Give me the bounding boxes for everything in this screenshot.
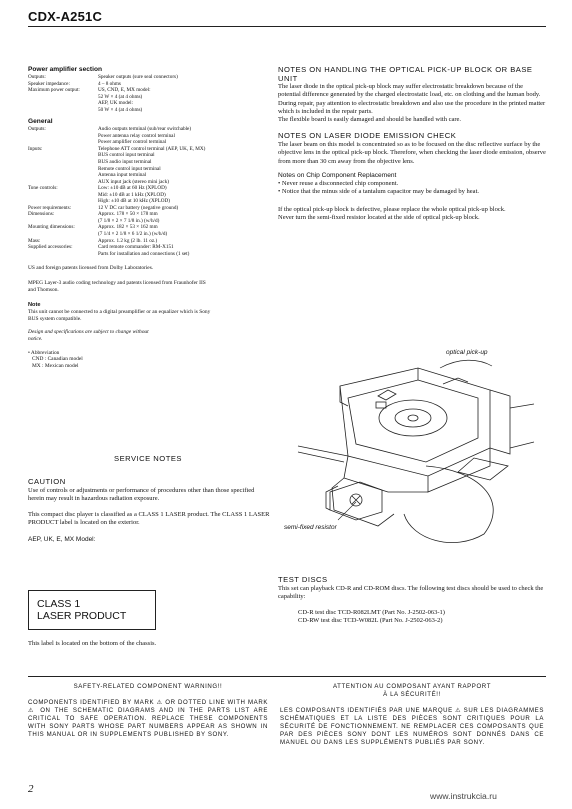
abbrev-mx: MX : Mexican model [32, 363, 79, 370]
spec-value: 4 – 8 ohms [98, 80, 121, 87]
power-amp-table [28, 74, 178, 113]
page-number: 2 [28, 783, 34, 795]
spec-value: High: ±10 dB at 10 kHz (XPLOD) [98, 198, 171, 205]
safety-text: COMPONENTS IDENTIFIED BY MARK ⚠ OR DOTTED LINE WITH MARK ⚠ ON THE SCHEMATIC DIAGRAMS AND IN THE PARTS LIST ARE CRITICAL TO SAFE OPERATION. REPLACE THESE COMPONENTS WITH SONY PARTS WHOSE PART NUMBERS APPEAR AS SHOWN IN THIS MANUAL OR IN SUPPLEMENTS PUBLISHED BY SONY. [28, 699, 268, 738]
note-title: Note [28, 301, 41, 308]
spec-value: Power amplifier control terminal [98, 139, 167, 146]
spec-key: Outputs: [28, 126, 46, 133]
spec-key: Supplied accessories: [28, 244, 73, 251]
design-note: Design and specifications are subject to change without notice. [28, 328, 149, 342]
safety-title: SAFETY-RELATED COMPONENT WARNING!! [73, 683, 223, 690]
model-line: AEP, UK, E, MX Model: [28, 535, 96, 543]
spec-key: Tone controls: [28, 185, 58, 192]
spec-key: Outputs: [28, 74, 46, 80]
notes-right [278, 66, 546, 222]
optical-p2: The flexible board is easily damaged and should be handled with care. [278, 116, 462, 124]
class1-label-line1: CLASS 1 [37, 598, 81, 610]
chip-item-1: • Never reuse a disconnected chip component. [278, 180, 399, 188]
class1-label [28, 590, 156, 630]
spec-value: Telephone ATT control terminal (AEP, UK, E, MX) [98, 145, 206, 152]
service-notes-title: SERVICE NOTES [114, 454, 182, 463]
spec-value: Speaker outputs (sure seal connectors) [98, 74, 178, 80]
class1-label-line2: LASER PRODUCT [37, 610, 127, 622]
spec-value: AEP, UK model: [98, 100, 134, 107]
test-discs-title: TEST DISCS [278, 575, 328, 584]
test-discs [278, 576, 546, 626]
pickup-figure [278, 338, 546, 548]
spec-value: Card remote commander: RM-X151 [98, 244, 174, 251]
attention-title-1: ATTENTION AU COMPOSANT AYANT RAPPORT [332, 683, 492, 690]
spec-value: US, CND, E, MX model: [98, 87, 151, 94]
abbrev-title: • Abbreviation [28, 349, 60, 356]
spec-value: Approx. 1.2 kg (2 lb. 11 oz.) [98, 237, 158, 244]
chip-item-2: • Notice that the minus side of a tantalum capacitor may be damaged by heat. [278, 188, 479, 196]
dolby-note: US and foreign patents licensed from Dolby Laboratories. [28, 265, 154, 272]
caution-title: CAUTION [28, 477, 66, 486]
flex-p1: If the optical pick-up block is defective, please replace the whole optical pick-up block. [278, 205, 506, 213]
spec-value: 12 V DC car battery (negative ground) [98, 204, 179, 211]
pickup-drawing [278, 338, 546, 548]
divider [28, 676, 546, 677]
abbrev-cnd: CND : Canadian model [32, 356, 83, 363]
service-notes [28, 478, 270, 544]
spec-key: Mass: [28, 237, 41, 244]
spec-value: AUX input jack (stereo mini jack) [98, 178, 170, 185]
optical-title: NOTES ON HANDLING THE OPTICAL PICK-UP BLOCK OR BASE UNIT [278, 65, 533, 83]
spec-key: Dimensions: [28, 211, 55, 218]
test-discs-text: This set can playback CD-R and CD-ROM discs. The following test discs should be used to check the capability: [278, 584, 544, 600]
spec-key: Power requirements: [28, 204, 72, 211]
spec-key: Inputs: [28, 145, 43, 152]
attention-text: LES COMPOSANTS IDENTIFIÉS PAR UNE MARQUE ⚠ SUR LES DIAGRAMMES SCHÉMATIQUES ET LA LISTE DES PIÈCES SONT CRITIQUES POUR LA SÉCURITÉ DE FONCTIONNEMENT. NE REMPLACER CES COMPOSANTS QUE PAR DES PIÈCES SONY DONT LES NUMÉROS SONT DONNÉS DANS CE MANUEL OU DANS LES SUPPLÉMENTS PUBLIÉS PAR SONY. [280, 707, 544, 746]
spec-value: BUS control input terminal [98, 152, 155, 159]
general-table [28, 126, 205, 257]
attention-title-2: À LA SÉCURITÉ!! [383, 691, 441, 698]
spec-value: Power antenna relay control terminal [98, 132, 175, 139]
label-location: This label is located on the bottom of the chassis. [28, 640, 157, 647]
spec-key: Maximum power output: [28, 87, 80, 94]
spec-value: BUS audio input terminal [98, 159, 152, 166]
spec-row [28, 107, 178, 114]
spec-value: Mid: ±10 dB at 1 kHz (XPLOD) [98, 191, 166, 198]
spec-row [28, 251, 205, 258]
figure-label-resistor: semi-fixed resistor [284, 524, 337, 531]
caution-text: Use of controls or adjustments or performance of procedures other than those specified herein may result in hazardous radiation exposure. [28, 486, 255, 502]
spec-value: Low: ±10 dB at 60 Hz (XPLOD) [98, 185, 167, 192]
spec-value: (7 1/8 × 2 × 7 1/8 in.) (w/h/d) [98, 217, 160, 224]
class1-text: This compact disc player is classified as a CLASS 1 LASER product. The CLASS 1 LASER PRODUCT label is located on the exterior. [28, 511, 270, 527]
header-rule [28, 26, 546, 27]
general-title: General [28, 118, 53, 126]
spec-value: 52 W × 4 (at 4 ohms) [98, 93, 143, 100]
model-title: CDX-A251C [28, 9, 103, 24]
laser-p1: The laser beam on this model is concentrated so as to be focused on the disc reflective surface by the objective lens in the optical pick-up block. Therefore, when checking the laser diode emission, observe from more than 30 cm away from the objective lens. [278, 141, 546, 165]
watermark: www.instrukcia.ru [430, 791, 497, 801]
spec-value: Remote control input terminal [98, 165, 161, 172]
spec-value: (7 1/4 × 2 1/8 × 6 1/2 in.) (w/h/d) [98, 231, 168, 238]
spec-key: Mounting dimensions: [28, 224, 75, 231]
spec-value: Approx. 178 × 50 × 178 mm [98, 211, 158, 218]
power-amp-title: Power amplifier section [28, 66, 103, 73]
spec-key: Speaker impedance: [28, 80, 70, 87]
test-disc-cdrw: CD-RW test disc TCD-W082L (Part No. J-2502-063-2) [298, 617, 443, 625]
spec-value: 50 W × 4 (at 4 ohms) [98, 106, 143, 113]
specifications [28, 66, 268, 370]
laser-title: NOTES ON LASER DIODE EMISSION CHECK [278, 131, 457, 141]
spec-value: Antenna input terminal [98, 172, 147, 179]
spec-value: Audio outputs terminal (sub/rear switchable) [98, 126, 192, 133]
figure-label-pickup: optical pick-up [446, 349, 488, 356]
spec-value: Parts for installation and connections (1 set) [98, 250, 190, 257]
spec-value: Approx. 182 × 53 × 162 mm [98, 224, 158, 231]
flex-p2: Never turn the semi-fixed resistor located at the side of optical pick-up block. [278, 213, 480, 221]
note-text: This unit cannot be connected to a digital preamplifier or an equalizer which is Sony BUS system compatible. [28, 308, 211, 322]
mpeg-note: MPEG Layer-3 audio coding technology and patents licensed from Fraunhofer IIS and Thomson. [28, 280, 206, 294]
test-disc-cdr: CD-R test disc TCD-R082LMT (Part No. J-2502-063-1) [298, 609, 445, 617]
optical-p1: The laser diode in the optical pick-up block may suffer electrostatic breakdown because of the potential difference generated by the charged electrostatic load, etc. on clothing and the human body. During repair, pay attention to electrostatic breakdown and also use the procedure in the printed matter which is included in the repair parts. [278, 83, 546, 115]
chip-title: Notes on Chip Component Replacement [278, 171, 397, 179]
